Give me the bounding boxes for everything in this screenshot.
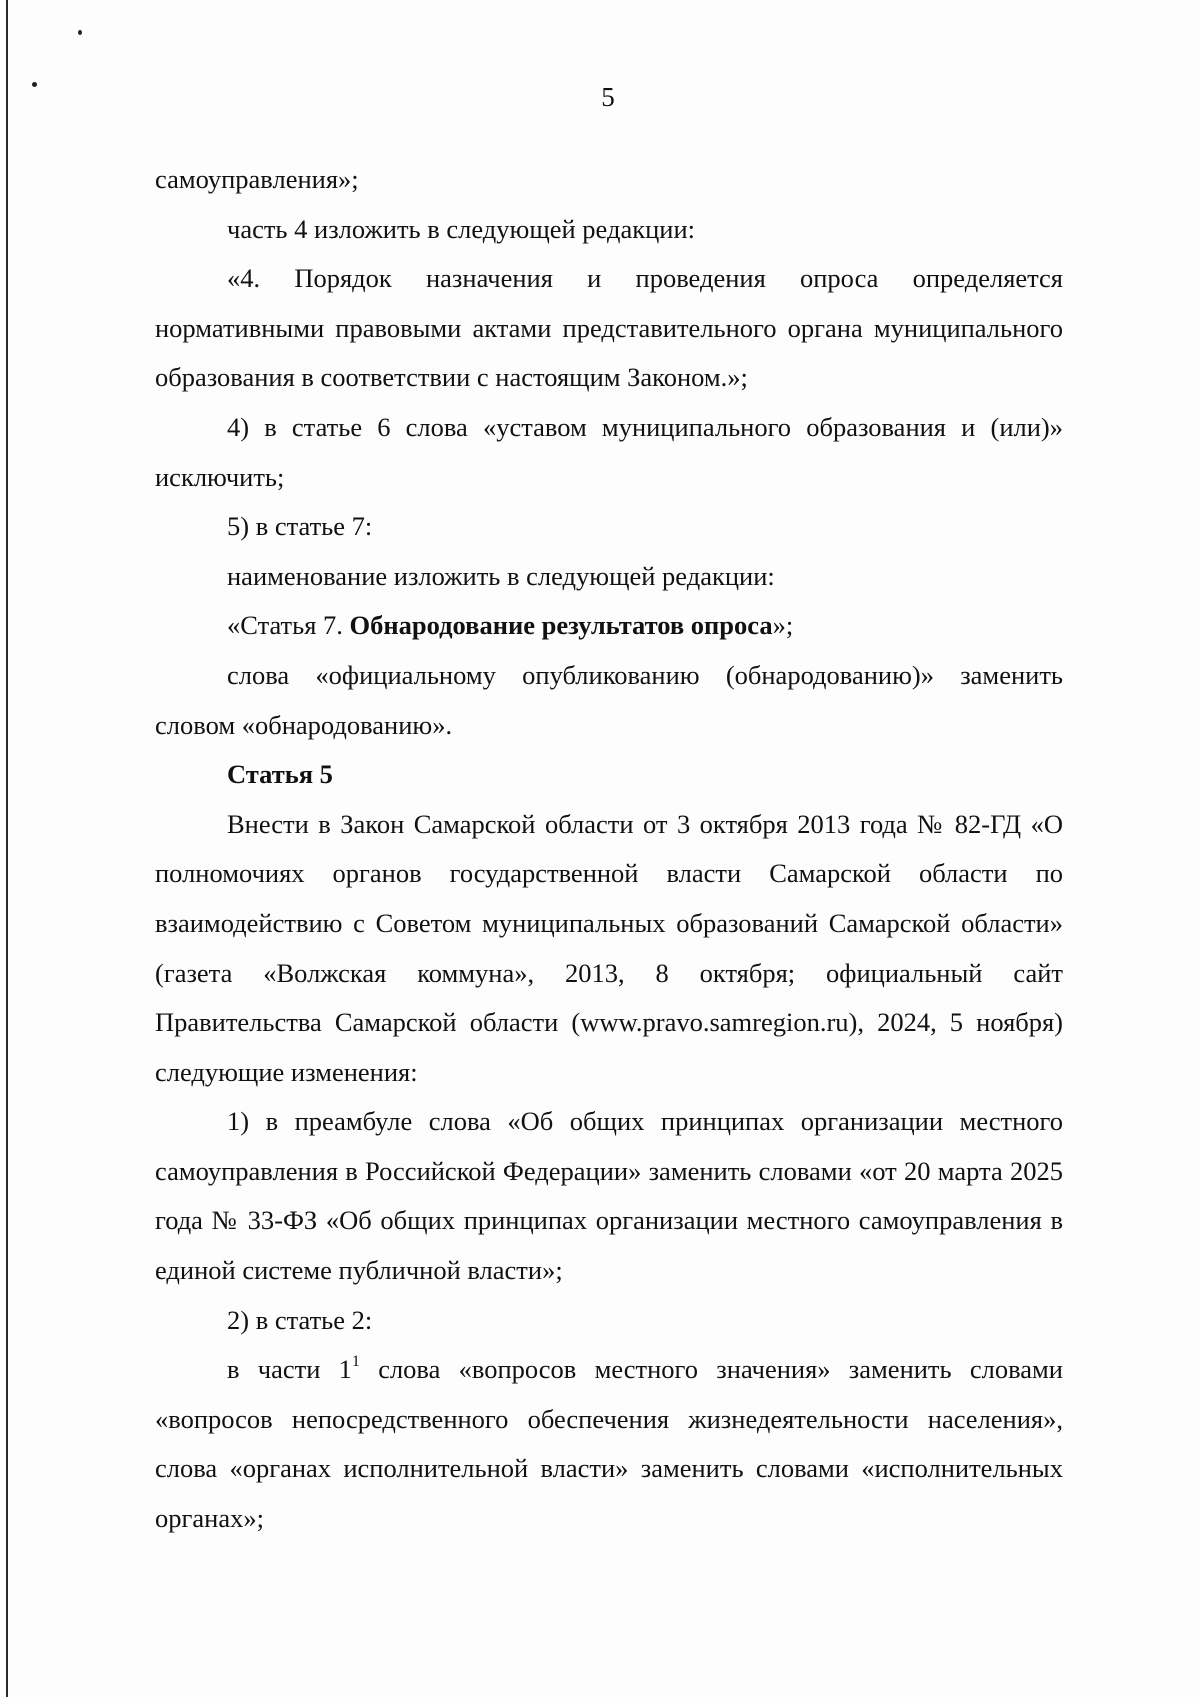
paragraph-7-suffix: »; [772, 610, 794, 641]
paragraph-2: часть 4 изложить в следующей редакции: [227, 213, 695, 244]
paragraph-4: 4) в статье 6 слова «уставом муниципального образования и (или)» исключить; [155, 411, 1063, 492]
paragraph-8: слова «официальному опубликованию (обнародованию)» заменить словом «обнародованию». [155, 659, 1063, 740]
paragraph-12-superscript: 1 [351, 1353, 360, 1371]
page-number: 5 [601, 82, 615, 112]
paragraph-12-prefix: в части 1 [227, 1354, 352, 1385]
paragraph-11: 2) в статье 2: [227, 1304, 373, 1335]
scan-speck [78, 30, 82, 35]
paragraph-7 [155, 601, 1063, 651]
document-body [155, 155, 1063, 1544]
paragraph-6: наименование изложить в следующей редакции: [227, 560, 775, 591]
paragraph-12-suffix: слова «вопросов местного значения» заменить словами «вопросов непосредственного обеспечения жизнедеятельности населения», слова «органах исполнительной власти» заменить словами «исполнительных органах»; [155, 1354, 1063, 1534]
paragraph-7-prefix: «Статья 7. [227, 610, 350, 641]
article-heading: Статья 5 [227, 759, 333, 790]
paragraph-12 [155, 1345, 1063, 1543]
paragraph-10: 1) в преамбуле слова «Об общих принципах организации местного самоуправления в Российской Федерации» заменить словами «от 20 марта 2025 года № 33-ФЗ «Об общих принципах организации местного самоуправления в единой системе публичной власти»; [155, 1106, 1063, 1286]
paragraph-3: «4. Порядок назначения и проведения опроса определяется нормативными правовыми актами представительного органа муниципального образования в соответствии с настоящим Законом.»; [155, 263, 1063, 393]
scan-border-line [6, 0, 8, 1697]
paragraph-9: Внести в Закон Самарской области от 3 октября 2013 года № 82-ГД «О полномочиях органов государственной власти Самарской области по взаимодействию с Советом муниципальных образований Самарской области» (газета «Волжская коммуна», 2013, 8 октября; официальный сайт Правительства Самарской области (www.pravo.samregion.ru), 2024, 5 ноября) следующие изменения: [155, 808, 1063, 1087]
paragraph-1: самоуправления»; [155, 164, 359, 194]
paragraph-7-bold: Обнародование результатов опроса [349, 610, 773, 641]
paragraph-5: 5) в статье 7: [227, 511, 373, 542]
